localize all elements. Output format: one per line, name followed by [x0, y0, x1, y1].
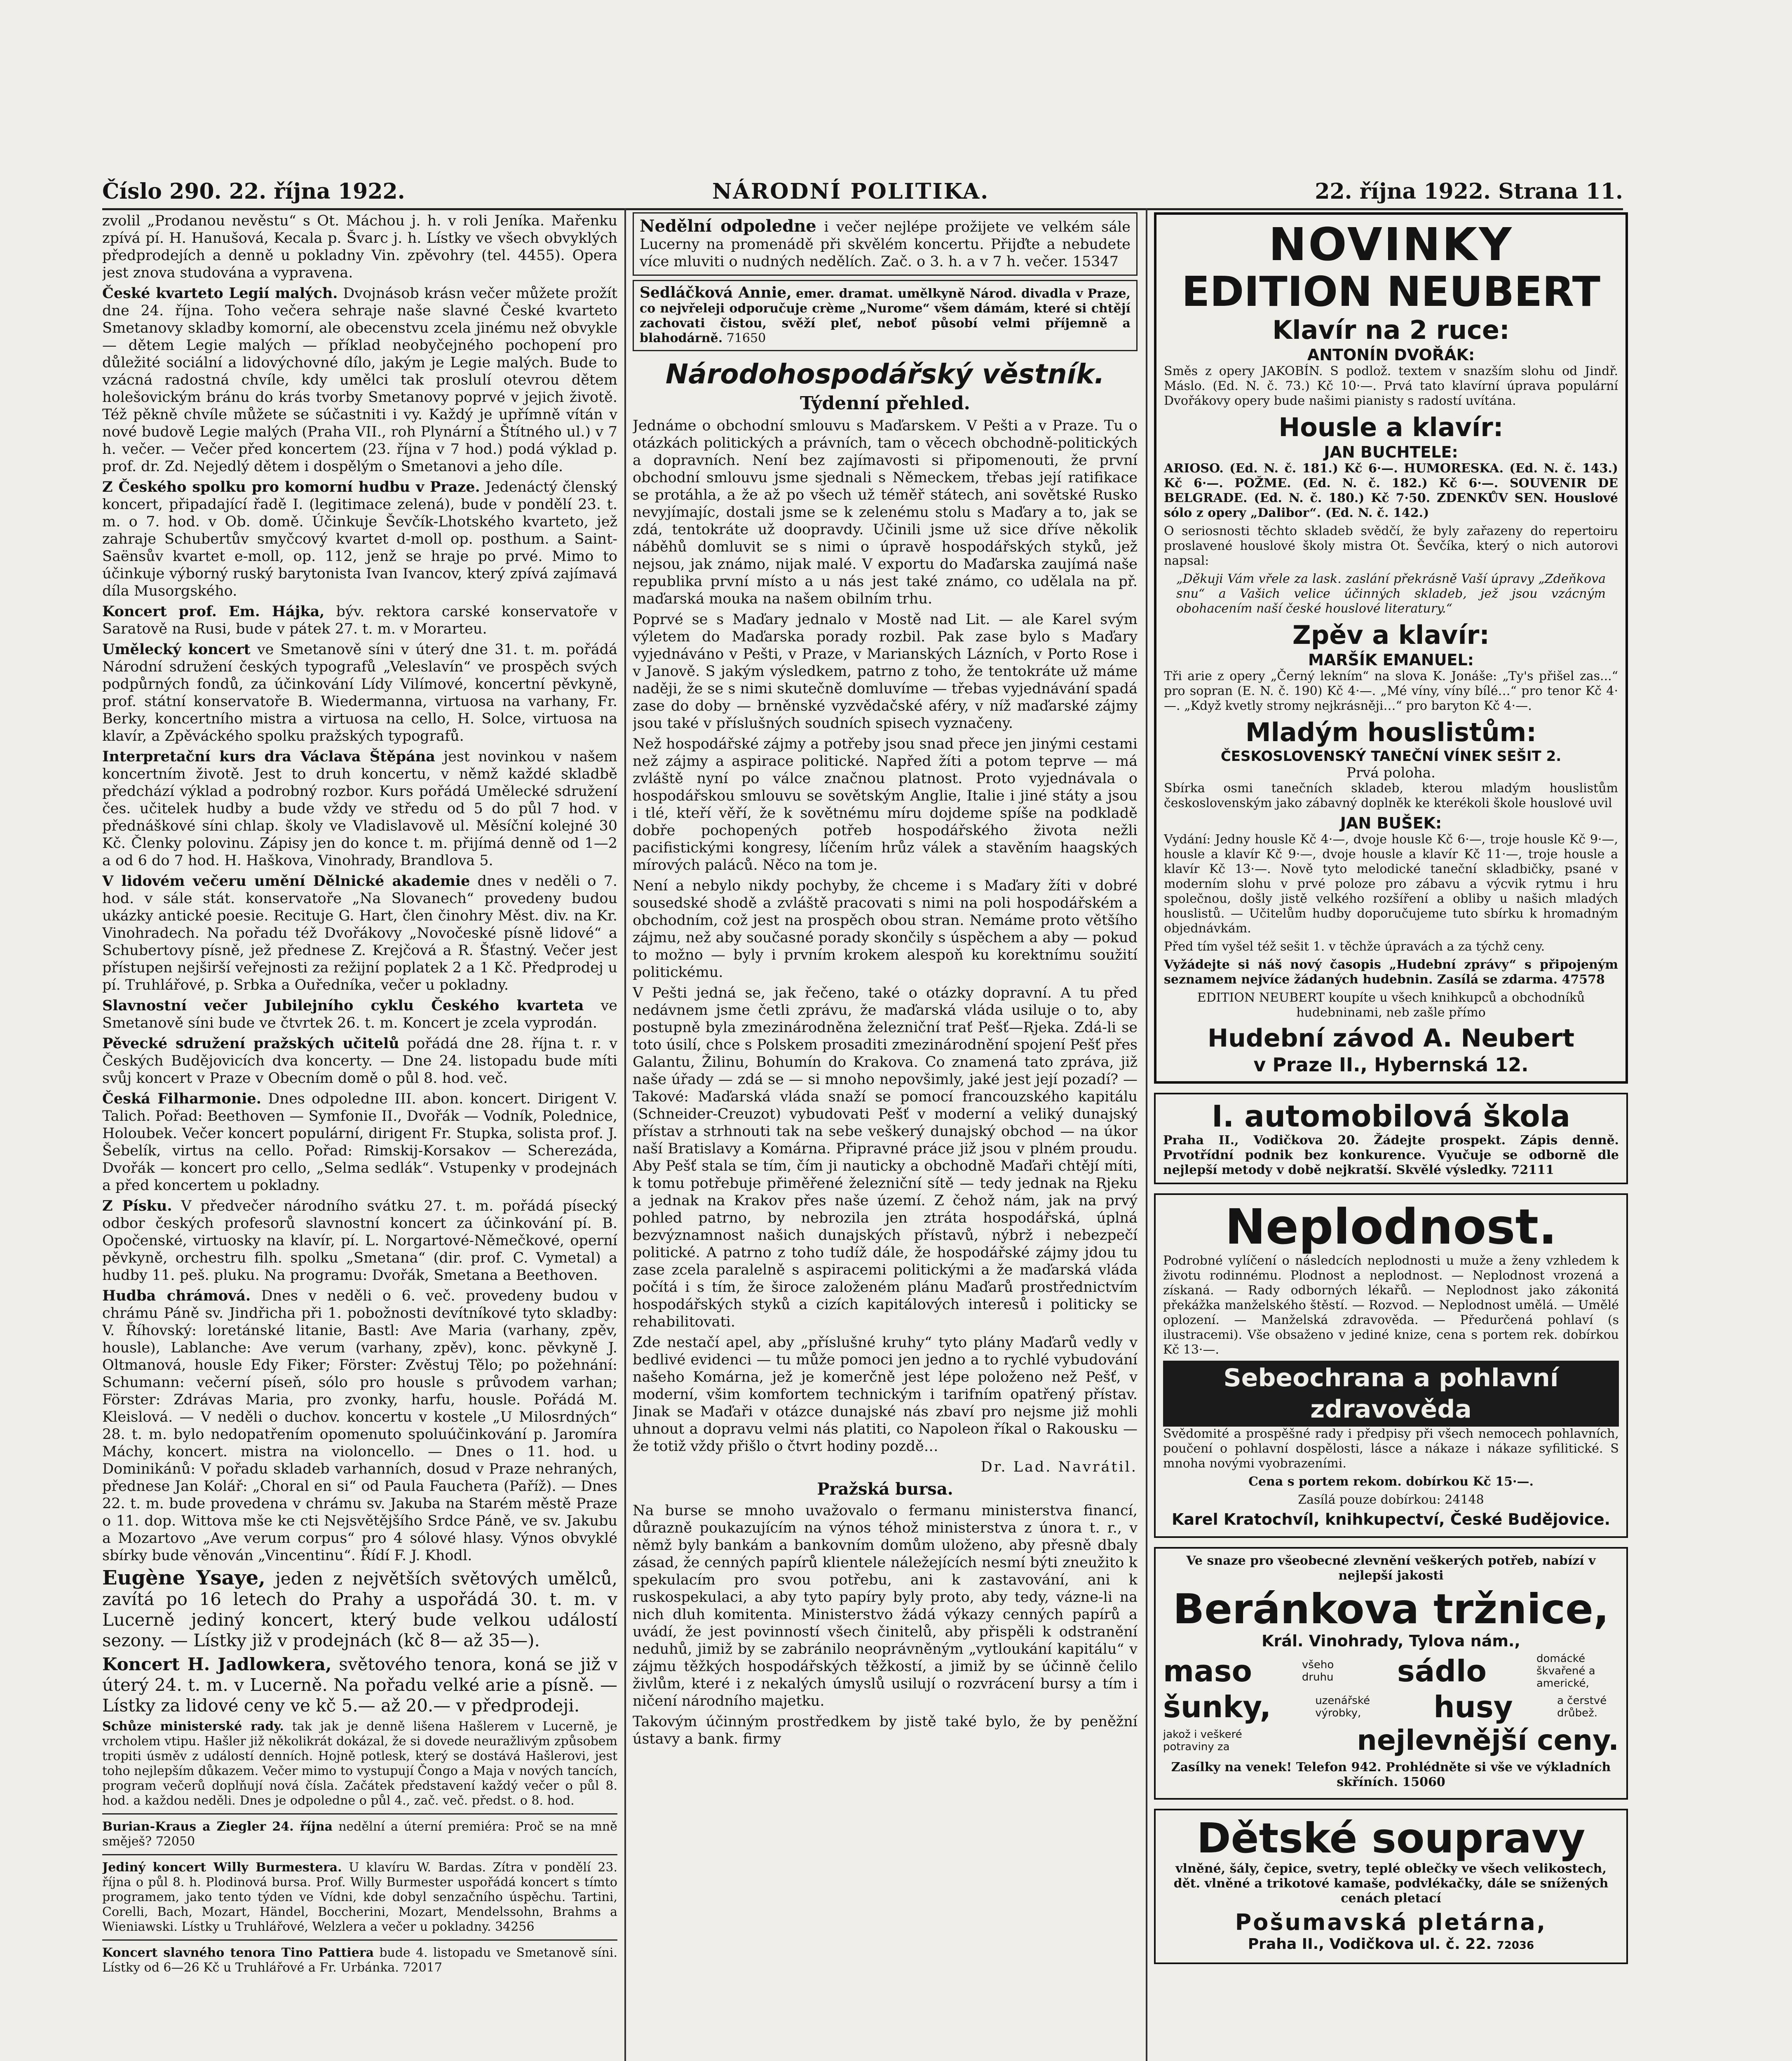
article-heading: Koncert H. Jadlowkera,	[102, 1654, 332, 1674]
article-text: jest novinkou v našem koncertním životě. Jest to druh koncertu, v němž každé skladbě předchází výklad a podrobný rozbor. Kurs pořádá Umělecké sdružení čes. učitelek hudby a bude vždy ve středu od 5 do půl 7 hod. v přednáškové síni chlap. školy ve Vladislavově ul. Měsíční kolejné 30 Kč. Členky polovinu. Zápisy jen do konce t. m. přijímá denně od 1—2 a od 6 do 7 hod. H. Haškova, Vinohrady, Brandlova 5.	[102, 749, 617, 869]
section-title: Národohospodářský věstník.	[665, 358, 1105, 390]
article	[102, 1287, 617, 1564]
ad-text: vlněné, šály, čepice, svetry, teplé oblečky ve všech velikostech, dět. vlněné a trikotové kamaše, podvlékačky, dále se snížených cenách pletací	[1173, 1861, 1609, 1906]
ad-detske-soupravy	[1154, 1809, 1628, 1964]
ad-text: nedělní a úterní premiéra: Proč se na mně směješ?	[102, 1819, 617, 1849]
ad-title: Beránkova tržnice,	[1173, 1585, 1609, 1633]
article	[102, 641, 617, 745]
article-paragraph: Zde nestačí apel, aby „příslušné kruhy“ tyto plány Maďarů vedly v bedlivé evidenci — tu může pomoci jen jedno a to rychlé vybudování našeho Komárna, jež je komerčně jest lépe položeno než Pešť, v moderní, všim komfortem technickým i tarifním opatřený přístav. Jinak se Maďaři v otázce dunajské nás zbaví pro nejsme již mohli uhnout a dopravu velmi nás platiti, co Napoleon říkal o Rakousku — že totiž vždy přišlo o čtvrt hodiny pozdě…	[633, 1334, 1138, 1455]
issue-number: Číslo 290. 22. října 1922.	[102, 179, 405, 204]
article	[102, 479, 617, 600]
ad-item: šunky,	[1163, 1690, 1271, 1724]
header-rule	[102, 208, 1623, 210]
article-heading: Interpretační kurs dra Václava Štěpána	[102, 748, 435, 765]
article-text: ve Smetanově síni bude ve čtvrtek 26. t. m. Koncert je zcela vyprodán.	[102, 998, 617, 1031]
ad-text: U klavíru W. Bardas. Zítra v pondělí 23. října o půl 8. h. Plodinová bursa. Prof. Willy Burmester uspořádá koncert s tímto programem, jako tento týden ve Vídni, kde dobyl senzačního úspěchu. Tartini, Corelli, Bach, Mozart, Händel, Boccherini, Mozart, Mendelssohn, Brahms a Wieniawski. Lístky u Truhlářové, Welzlera a večer u pokladny.	[102, 1860, 617, 1934]
article-paragraph: Poprvé se s Maďary jednalo v Mostě nad Lit. — ale Karel svým výletem do Maďarska porady rozbil. Pak zase bylo s Maďary vyjednáváno v Pešti, v Praze, v Marianských Lázních, v Porto Rose i v Janově. S jakým výsledkem, patrno z toho, že tentokráte už máme naději, že se s nimi skutečně domluvíme — třebas vyjednávání spadá zase do doby — brněnské vyzvědačské aféry, v níž maďarské zájmy jsou také v příslušných soudních spisech vyznačeny.	[633, 611, 1138, 732]
ad-item-note: uzenářské výrobky,	[1315, 1695, 1370, 1719]
article-heading: Česká Filharmonie.	[102, 1090, 261, 1107]
ad-number: 71650	[726, 331, 766, 345]
composer-name: ČESKOSLOVENSKÝ TANEČNÍ VÍNEK SEŠIT 2.	[1220, 748, 1562, 765]
ad-item: maso	[1163, 1654, 1252, 1688]
ad-item-note: všeho druhu	[1302, 1659, 1334, 1683]
ad-text: Prvá poloha.	[1346, 765, 1435, 781]
ad-number: 15347	[1072, 254, 1119, 270]
article-heading: Z Písku.	[102, 1197, 172, 1214]
ad-address: Král. Vinohrady, Tylova nám.,	[1262, 1632, 1520, 1650]
author-signature: Dr. Lad. Navrátil.	[980, 1459, 1138, 1475]
newspaper-title: NÁRODNÍ POLITIKA.	[712, 179, 990, 204]
column-3	[1154, 212, 1628, 2061]
article	[102, 873, 617, 994]
article	[102, 603, 617, 638]
article	[102, 1719, 617, 1808]
ad-heading: Sedláčková Annie,	[640, 284, 792, 301]
ad-item: sádlo	[1397, 1654, 1487, 1688]
article	[102, 1090, 617, 1194]
composer-name: ANTONÍN DVOŘÁK:	[1307, 346, 1475, 364]
ad-lucerna	[633, 212, 1138, 276]
ad-title: Dětské soupravy	[1196, 1814, 1586, 1862]
ad-heading: Nedělní odpoledne	[640, 216, 816, 236]
article-text: Dvojnásob krásn večer můžete prožít dne 24. října. Toho večera sehraje naše slavné České kvarteto Smetanovy skladby komorní, ale obecenstvu zcela jinému než obvykle — dětem Legie malých — příklad neobyčejného pochopení pro důležité sociální a lidovýchovné dílo, jakým je Legie malých. Bude to vzácná radostná chvíle, kdy umělci tak proslulí otevrou dětem holešovickým bránu do krás tvorby Smetanovy poprvé v jejich životě. Též pěkně chvíle můžete se súčastniti i vy. Každý je upřímně vítán v nové budově Legie malých (Praha VII., roh Plynární a Štítného ul.) v 7 h. večer. — Večer před koncertem (23. října v 7 hod.) podá výklad p. prof. dr. Zd. Nejedlý dětem i dospělým o Smetanovi a jeho díle.	[102, 285, 617, 475]
firm-name: Hudební závod A. Neubert	[1207, 1024, 1575, 1053]
ad-row	[1163, 1724, 1619, 1757]
ad-burian	[102, 1819, 617, 1849]
ad-number: 24148	[1445, 1493, 1484, 1507]
ad-text: Ve snaze pro všeobecné zlevnění veškerých potřeb, nabízí v nejlepší jakosti	[1186, 1554, 1596, 1583]
ad-pattiera	[102, 1946, 617, 1975]
ad-text: Tři arie z opery „Černý lekním“ na slova K. Jonáše: „Ty's přišel zas...“ pro sopran (E. N. č. 190) Kč 4·—. „Mé víny, víny bílé…“ pro tenor Kč 4·—. „Když kvetly stromy nejkrásněji…“ pro baryton Kč 4·—.	[1164, 669, 1618, 713]
ad-heading: Koncert slavného tenora Tino Pattiera	[102, 1946, 374, 1960]
ad-subtitle: Klavír na 2 ruce:	[1272, 315, 1510, 345]
column-divider	[1146, 208, 1147, 2061]
ad-number: 72050	[155, 1834, 195, 1849]
article-heading: Hudba chrámová.	[102, 1287, 251, 1304]
ad-row	[1163, 1690, 1619, 1724]
divider	[102, 1854, 617, 1855]
divider	[102, 1813, 617, 1815]
ad-sedlackova	[633, 280, 1138, 351]
page-number: 22. října 1922. Strana 11.	[1315, 179, 1623, 204]
article-text: V předvečer národního svátku 27. t. m. pořádá písecký odbor českých profesorů slavnostní koncert za účinkování pí. B. Opočenské, virtuosky na klavír, pí. L. Norgartové-Němečkové, operní pěvkyně, orchestru filh. spolku „Smetana“ (dir. prof. C. Vymetal) a hudby 11. peš. pluku. Na programu: Dvořák, Smetana a Beethoven.	[102, 1198, 617, 1284]
composer-name: MARŠÍK EMANUEL:	[1308, 651, 1474, 669]
ad-berankova-trznice	[1154, 1547, 1628, 1800]
article	[102, 1035, 617, 1087]
divider	[102, 1939, 617, 1941]
ad-text: EDITION NEUBERT koupíte u všech knihkupců a obchodníků hudebninami, neb zašle přímo	[1197, 991, 1585, 1020]
ad-heading: Jediný koncert Willy Burmestera.	[102, 1860, 342, 1875]
article-heading: České kvarteto Legií malých.	[102, 285, 338, 302]
article	[102, 285, 617, 475]
article-text: dnes v neděli o 7. hod. v sále stát. konservatoře „Na Slovanech“ provedeny budou ukázky antické poesie. Recituje G. Hart, člen činohry Měst. div. na Kr. Vinohradech. Na pořadu též Dvořákovy „Novočeské písně lidové“ a Schubertovy písně, jež přednese Z. Krejčová a R. Šťastný. Večer jest přístupen nejširší veřejnosti za režijní poplatek 2 a 1 Kč. Předprodej u pí. Truhlářové, p. Srbka a Ouředníka, večer u pokladny.	[102, 873, 617, 993]
article-text: býv. rektora carské konservatoře v Saratově na Rusi, bude v pátek 27. t. m. v Morarteu.	[102, 603, 617, 637]
ad-text: Zasílky na venek! Telefon 942. Prohlédněte si vše ve výkladních skříních.	[1171, 1760, 1611, 1789]
ad-heading: Burian-Kraus a Ziegler 24. října	[102, 1819, 333, 1834]
article	[102, 748, 617, 869]
article-paragraph: Není a nebylo nikdy pochyby, že chceme i s Maďary žíti v dobré sousedské shodě a zvláště pracovati s nimi na poli hospodářském a obchodním, což jest na prospěch obou stran. Nemáme proto většího zájmu, než aby současné porady skončily s úspěchem a aby — pokud to možno — byly i prvním krokem alespoň ku korektnímu soužití politickému.	[633, 878, 1138, 981]
ad-title: I. automobilová škola	[1212, 1099, 1570, 1134]
composer-name: JAN BUŠEK:	[1340, 814, 1442, 832]
ad-item-note: domácké škvařené a americké,	[1536, 1653, 1595, 1690]
ad-item-note: a čerstvé drůbež.	[1557, 1695, 1607, 1719]
article-paragraph: Jednáme o obchodní smlouvu s Maďarskem. V Pešti a v Praze. Tu o otázkách politických a právních, tam o věcech obchodně-politických a dopravních. Není bez zajímavosti si připomenouti, že první obchodní smlouvu jsme sjednali s Německem, třebas její ratifikace se protáhla, a že až po všech už téměř státech, ani sovětské Rusko nevyjímajíc, dostali jsme se k zelenému stolu s Maďary a to, jak se zdá, tentokráte už doopravdy. Učinili jsme už sice dříve několik náběhů domluvit se s nimi o úpravě hospodářských styků, jež nejsou, jak známo, nijak malé. V exportu do Maďarska zaujímá naše republika první místo a u nás jest také známo, co udělala na př. maďarská mouka na našem obilním trhu.	[633, 418, 1138, 607]
article-heading: Umělecký koncert	[102, 641, 251, 658]
ad-title: EDITION NEUBERT	[1182, 268, 1600, 316]
ad-title: NOVINKY	[1269, 218, 1513, 271]
ad-item-note: jakož i veškeré potraviny za	[1163, 1728, 1242, 1753]
ad-item: husy	[1433, 1690, 1513, 1724]
ad-row	[1163, 1653, 1619, 1690]
ad-number: 72017	[403, 1960, 442, 1975]
column-1	[102, 212, 617, 2061]
ad-text: Vydání: Jedny housle Kč 4·—, dvoje housle Kč 6·—, troje housle Kč 9·—, housle a klavír Kč 9·—, dvoje housle a klavír Kč 11·—, troje housle a klavír Kč 13·—. Nově tyto melodické taneční skladbičky, psané v moderním slohu v prvé poloze pro zábavu a výcvik rytmu i hru společnou, došly jistě velkého rozšíření a obliby u našich mladých houslistů. — Učitelům hudby doporučujeme tuto sbírku k hromadným objednávkám.	[1164, 832, 1618, 936]
ad-text: Směs z opery JAKOBÍN. S podlož. textem v snazším slohu od Jindř. Máslo. (Ed. N. č. 73.) Kč 10·—. Prvá tato klavírní úprava populární Dvořákovy opery bude našimi pianisty s radostí uvítána.	[1164, 364, 1618, 408]
ad-burmester	[102, 1860, 617, 1934]
article	[102, 1568, 617, 1651]
page-header	[102, 177, 1623, 206]
ad-text: O seriosnosti těchto skladeb svědčí, že byly zařazeny do repertoiru proslavené houslové školy mistra Ot. Ševčíka, který o nich autorovi napsal:	[1164, 524, 1618, 568]
ad-title: Neplodnost.	[1225, 1198, 1557, 1255]
ad-subtitle: Mladým houslistům:	[1245, 717, 1537, 747]
ad-text: Vyžádejte si náš nový časopis „Hudební zprávy“ s připojeným seznamem nejvíce žádaných hudebnin. Zasílá se zdarma.	[1164, 958, 1618, 987]
ad-number: 72036	[1496, 1939, 1534, 1952]
article-text: Jedenáctý členský koncert, připadající řadě I. (legitimace zelená), bude v pondělí 23. t. m. o 7. hod. v Ob. domě. Účinkuje Ševčík-Lhotského kvarteto, jež zahraje Schubertův smyčcový kvartet d-moll op. posthum. a Saint-Saënsův kvartet e-moll, op. 112, jenž se hraje po prvé. Mimo to účinkuje výborný ruský barytonista Ivan Ivancov, který zpívá zajímavá díla Musorgského.	[102, 479, 617, 599]
ad-text: emer. dramat. umělkyně Národ. divadla v Praze, co nejvřeleji odporučuje crème „Nurome“ všem dámám, které si chtějí zachovati čistou, svěží pleť, neboť působí velmi příjemně a blahodárně.	[640, 286, 1131, 345]
column-divider	[624, 208, 626, 2061]
article-text: pořádá dne 28. října t. r. v Českých Budějovicích dva koncerty. — Dne 24. listopadu bude míti svůj koncert v Praze v Obecním domě o půl 8. hod. več.	[102, 1035, 617, 1087]
article	[102, 997, 617, 1032]
firm-name: Karel Kratochvíl, knihkupectví, České Budějovice.	[1171, 1510, 1611, 1528]
ad-text: Podrobné vylíčení o následcích neplodnosti u muže a ženy vzhledem k životu rodinnému. Plodnost a neplodnost. — Neplodnost vrozená a získaná. — Rady odborných lékařů. — Neplodnost jako zákonitá překážka manželského štěstí. — Rozvod. — Neplodnost umělá. — Umělé oplození. — Manželská zdravověda. — Předurčená pohlaví (s ilustracemi). Vše obsaženo v jediné knize, cena s portem rek. dobírkou Kč 13·—.	[1163, 1254, 1619, 1357]
subsection-title: Pražská bursa.	[817, 1479, 953, 1499]
ad-price: Cena s portem rekom. dobírkou Kč 15·—.	[1248, 1474, 1534, 1489]
ad-autoskola	[1154, 1093, 1628, 1184]
article-heading: Z Českého spolku pro komorní hudbu v Praze.	[102, 479, 480, 495]
ad-text: Zasílá pouze dobírkou:	[1298, 1493, 1441, 1507]
firm-name: Pošumavská pletárna,	[1235, 1909, 1547, 1935]
ad-neplodnost	[1154, 1193, 1628, 1538]
ad-number: 15060	[1402, 1775, 1445, 1789]
ad-number: 72111	[1511, 1163, 1554, 1177]
ad-text: Před tím vyšel též sešit 1. v těchže úpravách a za týchž ceny.	[1164, 939, 1545, 954]
article-heading: Eugène Ysaye,	[102, 1566, 265, 1589]
ad-title: Sebeochrana a pohlavní zdravověda	[1163, 1361, 1619, 1427]
article-paragraph: Takovým účinným prostředkem by jistě také bylo, že by peněžní ústavy a bank. firmy	[633, 1714, 1138, 1747]
article-heading: Pěvecké sdružení pražských učitelů	[102, 1035, 399, 1052]
ad-list: ARIOSO. (Ed. N. č. 181.) Kč 6·—. HUMORESKA. (Ed. N. č. 143.) Kč 6·—. POŽME. (Ed. N. č. 182.) Kč 6·—. SOUVENIR DE BELGRADE. (Ed. N. č. 180.) Kč 7·50. ZDENKŮV SEN. Houslové sólo z opery „Dalibor“. (Ed. N. č. 142.)	[1164, 461, 1618, 520]
article-text: Dnes odpoledne III. abon. koncert. Dirigent V. Talich. Pořad: Beethoven — Symfonie II., Dvořák — Vodník, Polednice, Holoubek. Večer koncert populární, dirigent Fr. Stupka, solista prof. J. Šebelík, virtus na cello. Pořad: Rimskij-Korsakov — Scherezáda, Dvořák — koncert pro cello, „Selma sedlák“. Vstupenky v prodejnách a před koncertem u pokladny.	[102, 1091, 617, 1194]
article-paragraph: V Pešti jedná se, jak řečeno, také o otázky dopravní. A tu před nedávnem jsme četli zprávu, že maďarská vláda usiluje o to, aby postupně byla zmezinárodněna železniční trať Pešť—Rjeka. Zdá-li se toto úsilí, chce s Polskem prosaditi zmezinárodnění spojení Pešť přes Galantu, Žilinu, Bohumín do Krakova. Co znamená tato zpráva, již naše úřady — zdá se — si mnoho nepovšimly, jaké jest její pozadí? — Takové: Maďarská vláda snaží se pomocí francouzského kapitálu (Schneider-Creuzot) vybudovati Pešť v moderní a veliký dunajský přístav a strhnouti tak na sebe veškerý dunajský obchod — na úkor naší Bratislavy a Komárna. Připravné práce již jsou v plném proudu. Aby Pešť stala se tím, čím ji nauticky a obchodně Maďaři chtějí míti, k tomu potřebuje přiměřené železniční sítě — tedy jednak na Rjeku a jednak na Krakov přes naše území. Z čehož nám, jak na prvý pohled patrno, by nebrozila jen ztráta hospodářská, úplná bezvýznamnost našich dunajských přístavů, nýbrž i nebezpečí politické. A patrno z toho tudíž dále, že hospodářské zájmy jdou tu zase zcela paralelně s aspiracemi politickými a že maďarská vláda počítá i s tím, že široce založeném plánu Maďarů prostřednictvím hospodářských styků a cizích kapitálových interesů i politicky se rehabilitovati.	[633, 985, 1138, 1330]
ad-subtitle: Zpěv a klavír:	[1292, 620, 1490, 650]
ad-quote: „Děkuji Vám vřele za lask. zaslání překrásně Vaší úpravy „Zdeňkova snu“ a Vašich velice účinných skladeb, jež jsou vzácným obohacením naší české houslové literatury.“	[1176, 572, 1606, 616]
ad-subtitle: Housle a klavír:	[1278, 412, 1503, 442]
article-heading: Schůze ministerské rady.	[102, 1719, 284, 1734]
article-heading: Koncert prof. Em. Hájka,	[102, 603, 325, 620]
article-heading: Slavnostní večer Jubilejního cyklu Českého kvarteta	[102, 997, 584, 1014]
ad-edition-neubert	[1154, 212, 1628, 1084]
article-heading: V lidovém večeru umění Dělnické akademie	[102, 873, 470, 890]
ad-text: Svědomité a prospěšné rady i předpisy při všech nemocech pohlavních, poučení o pohlavní dospělosti, lásce a nákaze i nákaze syfilitické. S mnoha novými vyobrazeními.	[1163, 1427, 1619, 1471]
ad-text: i večer nejlépe prožijete ve velkém sále Lucerny na promenádě při skvělém koncertu. Přijďte a nebudete více mluviti o nudných nedělích. Zač. o 3. h. a v 7 h. večer.	[640, 219, 1131, 270]
ad-text: Sbírka osmi tanečních skladeb, kterou mladým houslistům československým jako zábavný doplněk ke kterékoli škole houslové uvil	[1164, 781, 1618, 810]
composer-name: JAN BUCHTELE:	[1324, 443, 1458, 461]
column-2	[633, 212, 1138, 2061]
article	[102, 1654, 617, 1716]
firm-address: v Praze II., Hybernská 12.	[1253, 1054, 1529, 1076]
ad-item: nejlevnější ceny.	[1357, 1724, 1619, 1757]
article-paragraph: Než hospodářské zájmy a potřeby jsou snad přece jen jinými cestami než zájmy a aspirace politické. Napřed žíti a potom teprve — má zvláště nyní po válce značnou platnost. Proto vyjednávala o hospodářskou smlouvu se sovětským Anglie, Italie i jiné státy a jsou i tlé, kteří věří, že k sovětnému míru dojdeme spíše na podkladě dobře pochopených potřeb hospodářského života nežli pacifistickými kongresy, líčením hrůz válek a stavěním haagských mírových paláců. Něco na tom je.	[633, 736, 1138, 873]
article-text: světového tenora, koná se již v úterý 24. t. m. v Lucerně. Na pořadu velké arie a písně. — Lístky za lidové ceny ve kč 5.— až 20.— v předprodeji.	[102, 1654, 617, 1716]
article-paragraph: Na burse se mnoho uvažovalo o fermanu ministerstva financí, důrazně poukazujícím na výnos téhož ministerstva z února t. r., v němž byly bankám a bankovním domům uloženo, aby přesně dbaly zásad, že cenných papírů klientele náležejících nesmí býti zneužito k spekulacím pro svou potřebu, ani k zastavování, ani k ruskospekulaci, a aby tyto papíry byly proto, aby tedy, vázne-li na nich dluh komitenta. Ministerstvo žádá výkazy cenných papírů a uvádí, že jest povinností všech činitelů, aby přispěli k odstranění neduhů, jimiž by se zabránilo neoprávněným „vytloukání kapitálu“ v zájmu těžkých hospodářských těžkostí, a jimiž by se účinně čelilo živlům, které i z nekalých úmyslů usilují o rozvrácení bursy a tím i ničení národního majetku.	[633, 1502, 1138, 1709]
subsection-title: Týdenní přehled.	[800, 393, 970, 414]
ad-text: Praha II., Vodičkova 20. Žádejte prospekt. Zápis denně. Prvotřídní podnik bez konkurence. Vyučuje se odborně dle nejlepší metody v době nejkratší. Skvělé výsledky.	[1163, 1133, 1619, 1177]
ad-text: bude 4. listopadu ve Smetanově síni. Lístky od 6—26 Kč u Truhlářové a Fr. Urbánka.	[102, 1946, 617, 1975]
firm-address: Praha II., Vodičkova ul. č. 22.	[1248, 1936, 1492, 1953]
article	[102, 1197, 617, 1284]
ad-text	[1164, 958, 1618, 987]
ad-number: 47578	[1562, 972, 1605, 987]
article-text: jeden z největších světových umělců, zavítá po 16 letech do Prahy a uspořádá 30. t. m. v Lucerně jediný koncert, který bude velkou událostí sezony. — Lístky již v prodejnách (kč 8— až 35—).	[102, 1568, 617, 1650]
ad-number: 34256	[495, 1920, 535, 1934]
article-text: tak jak je denně lišena Hašlerem v Lucerně, je vrcholem vtipu. Hašler již několikrát dokázal, že si dovede neuražlivým způsobem tropiti úsměv z událostí denních. Hojně potlesk, který se dostává Hašlerovi, jest toho nejlepším důkazem. Večer mimo to vystupují Čongo a Maja v nových tancích, program večerů doplňují nová čísla. Začátek představení každý večer o půl 8. hod. a každou neděli. Dnes je odpoledne o půl 4., zač. več. předst. o 8. hod.	[102, 1719, 617, 1808]
article-paragraph: zvolil „Prodanou nevěstu“ s Ot. Máchou j. h. v roli Jeníka. Mařenku zpívá pí. H. Hanušová, Kecala p. Švarc j. h. Lístky ve všech obvyklých předprodejích a denně u pokladny Vin. zpěvohry (tel. 4455). Opera jest znova studována a vypravena.	[102, 213, 617, 281]
article-text: ve Smetanově síni v úterý dne 31. t. m. pořádá Národní sdružení českých typografů „Veleslavín“ ve prospěch svých podpůrných fondů, za účinkování Lídy Vilímové, koncertní pěvkyně, prof. státní konservatoře B. Wiedermanna, virtuosa na varhany, Fr. Berky, koncertního mistra a virtuosa na cello, H. Solce, virtuosa na klavír, a Zpěváckého spolku pražských typografů.	[102, 641, 617, 744]
article-text: Dnes v neděli o 6. več. provedeny budou v chrámu Páně sv. Jindřicha při 1. pobožnosti devítníkové tyto skladby: V. Říhovský: loretánské litanie, Bastl: Ave Maria (varhany, zpěv, housle), Lablanche: Ave verum (varhany, zpěv), konc. pěvkyně J. Oltmanová, housle Edy Fiker; Förster: Zvěstuj Tělo; po požehnání: Schumann: večerní píseň, sólo pro housle s průvodem varhan; Förster: Zdrávas Maria, pro zvonky, harfu, housle. Pořádá M. Kleislová. — V neděli o duchov. koncertu v kostele „U Milosrdných“ 28. t. m. bylo nedopatřením opomenuto spoluúčinkování p. Jaromíra Máchy, koncert. mistra na violoncello. — Dnes o 11. hod. u Dominikánů: V pořadu skladeb varhanních, dosud v Praze nehraných, přednese Jan Kolář: „Choral en si“ od Paula Fauchета (Paříž). — Dnes 22. t. m. bude provedena v chrámu sv. Jakuba na Starém městě Praze o 11. dop. Wittova mše ke cti Nejsvětějšího Srdce Páně, ve sv. Jakubu a Mozartovo „Ave verum corpus“ pro 4 sólové hlasy. Výnos obvyklé sbírky bude věnován „Vincentinu“. Řídí F. J. Khodl.	[102, 1288, 617, 1564]
